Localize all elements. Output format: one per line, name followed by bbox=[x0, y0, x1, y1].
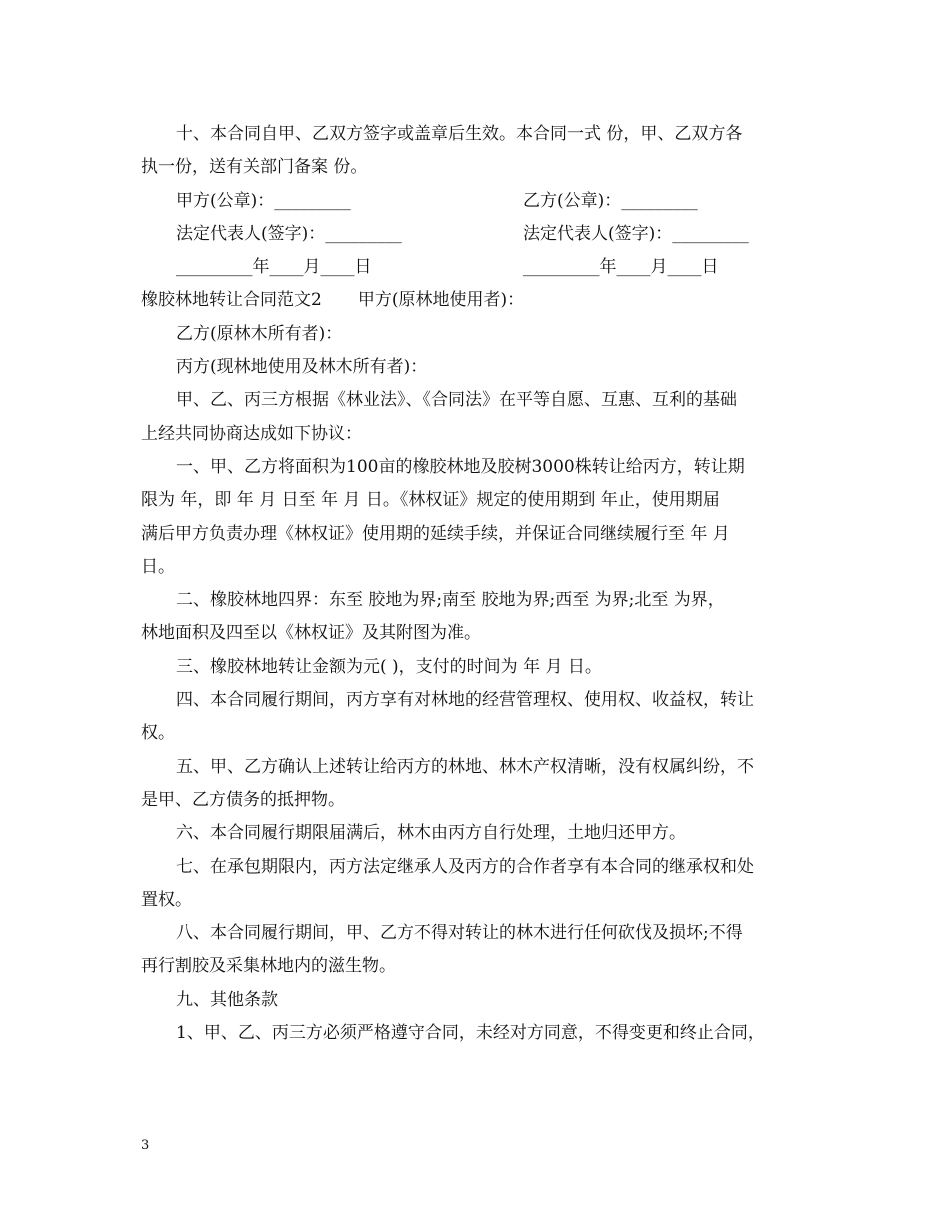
contract-title: 橡胶林地转让合同范文2 bbox=[141, 290, 322, 311]
clause-line: 满后甲方负责办理《林权证》使用期的延续手续，并保证合同继续履行至 年 月 bbox=[141, 523, 730, 544]
clause-line: 是甲、乙方债务的抵押物。 bbox=[141, 789, 345, 810]
party-a-representative: 法定代表人(签字)：_________ bbox=[176, 223, 402, 244]
signature-row-representative bbox=[141, 218, 813, 251]
clause-line: 上经共同协商达成如下协议： bbox=[141, 423, 362, 444]
page-number: 3 bbox=[141, 1138, 150, 1153]
clause-line: 置权。 bbox=[141, 889, 192, 910]
clause-line: 一、甲、乙方将面积为100亩的橡胶林地及胶树3000株转让给丙方，转让期 bbox=[176, 456, 745, 477]
clause-line: 权。 bbox=[141, 723, 175, 744]
clause-line: 九、其他条款 bbox=[176, 989, 278, 1010]
contract-clauses bbox=[141, 318, 813, 1051]
clause-line: 甲、乙、丙三方根据《林业法》、《合同法》在平等自愿、互惠、互利的基础 bbox=[176, 390, 737, 411]
signature-row-seal bbox=[141, 185, 813, 218]
document-body bbox=[141, 118, 813, 1050]
clause-line: 四、本合同履行期间，丙方享有对林地的经营管理权、使用权、收益权，转让 bbox=[176, 690, 754, 711]
party-b-seal: 乙方(公章)：_________ bbox=[523, 190, 698, 211]
contract-title-line bbox=[141, 284, 813, 317]
clause-line: 五、甲、乙方确认上述转让给丙方的林地、林木产权清晰，没有权属纠纷，不 bbox=[176, 756, 754, 777]
paragraph-line: 执一份，送有关部门备案 份。 bbox=[141, 157, 368, 178]
clause-line: 丙方(现林地使用及林木所有者)： bbox=[176, 357, 428, 378]
clause-line: 三、橡胶林地转让金额为元( )，支付的时间为 年 月 日。 bbox=[176, 656, 602, 677]
clause-line: 八、本合同履行期间，甲、乙方不得对转让的林木进行任何砍伐及损坏;不得 bbox=[176, 923, 743, 944]
clause-line: 乙方(原林木所有者)： bbox=[176, 323, 343, 344]
clause-line: 限为 年，即 年 月 日至 年 月 日。《林权证》规定的使用期到 年止，使用期届 bbox=[141, 490, 720, 511]
paragraph-line: 十、本合同自甲、乙双方签字或盖章后生效。本合同一式 份，甲、乙双方各 bbox=[176, 124, 743, 144]
clause-line: 日。 bbox=[141, 556, 175, 577]
party-a-seal: 甲方(公章)：_________ bbox=[176, 190, 351, 211]
clause-line: 六、本合同履行期限届满后，林木由丙方自行处理，土地归还甲方。 bbox=[176, 823, 686, 844]
party-b-representative: 法定代表人(签字)：_________ bbox=[523, 223, 749, 244]
party-b-date: _________年____月____日 bbox=[523, 257, 719, 278]
clause-line: 再行割胶及采集林地内的滋生物。 bbox=[141, 956, 396, 977]
signature-row-date bbox=[141, 251, 813, 284]
clause-line: 林地面积及四至以《林权证》及其附图为准。 bbox=[141, 623, 481, 644]
party-a-label: 甲方(原林地使用者)： bbox=[357, 290, 525, 311]
clause-line: 二、橡胶林地四界：东至 胶地为界;南至 胶地为界;西至 为界;北至 为界， bbox=[176, 590, 725, 611]
clause-line: 七、在承包期限内，丙方法定继承人及丙方的合作者享有本合同的继承权和处 bbox=[176, 856, 754, 877]
clause-line: 1、甲、乙、丙三方必须严格遵守合同，未经对方同意，不得变更和终止合同， bbox=[176, 1023, 765, 1044]
party-a-date: _________年____月____日 bbox=[176, 257, 372, 278]
